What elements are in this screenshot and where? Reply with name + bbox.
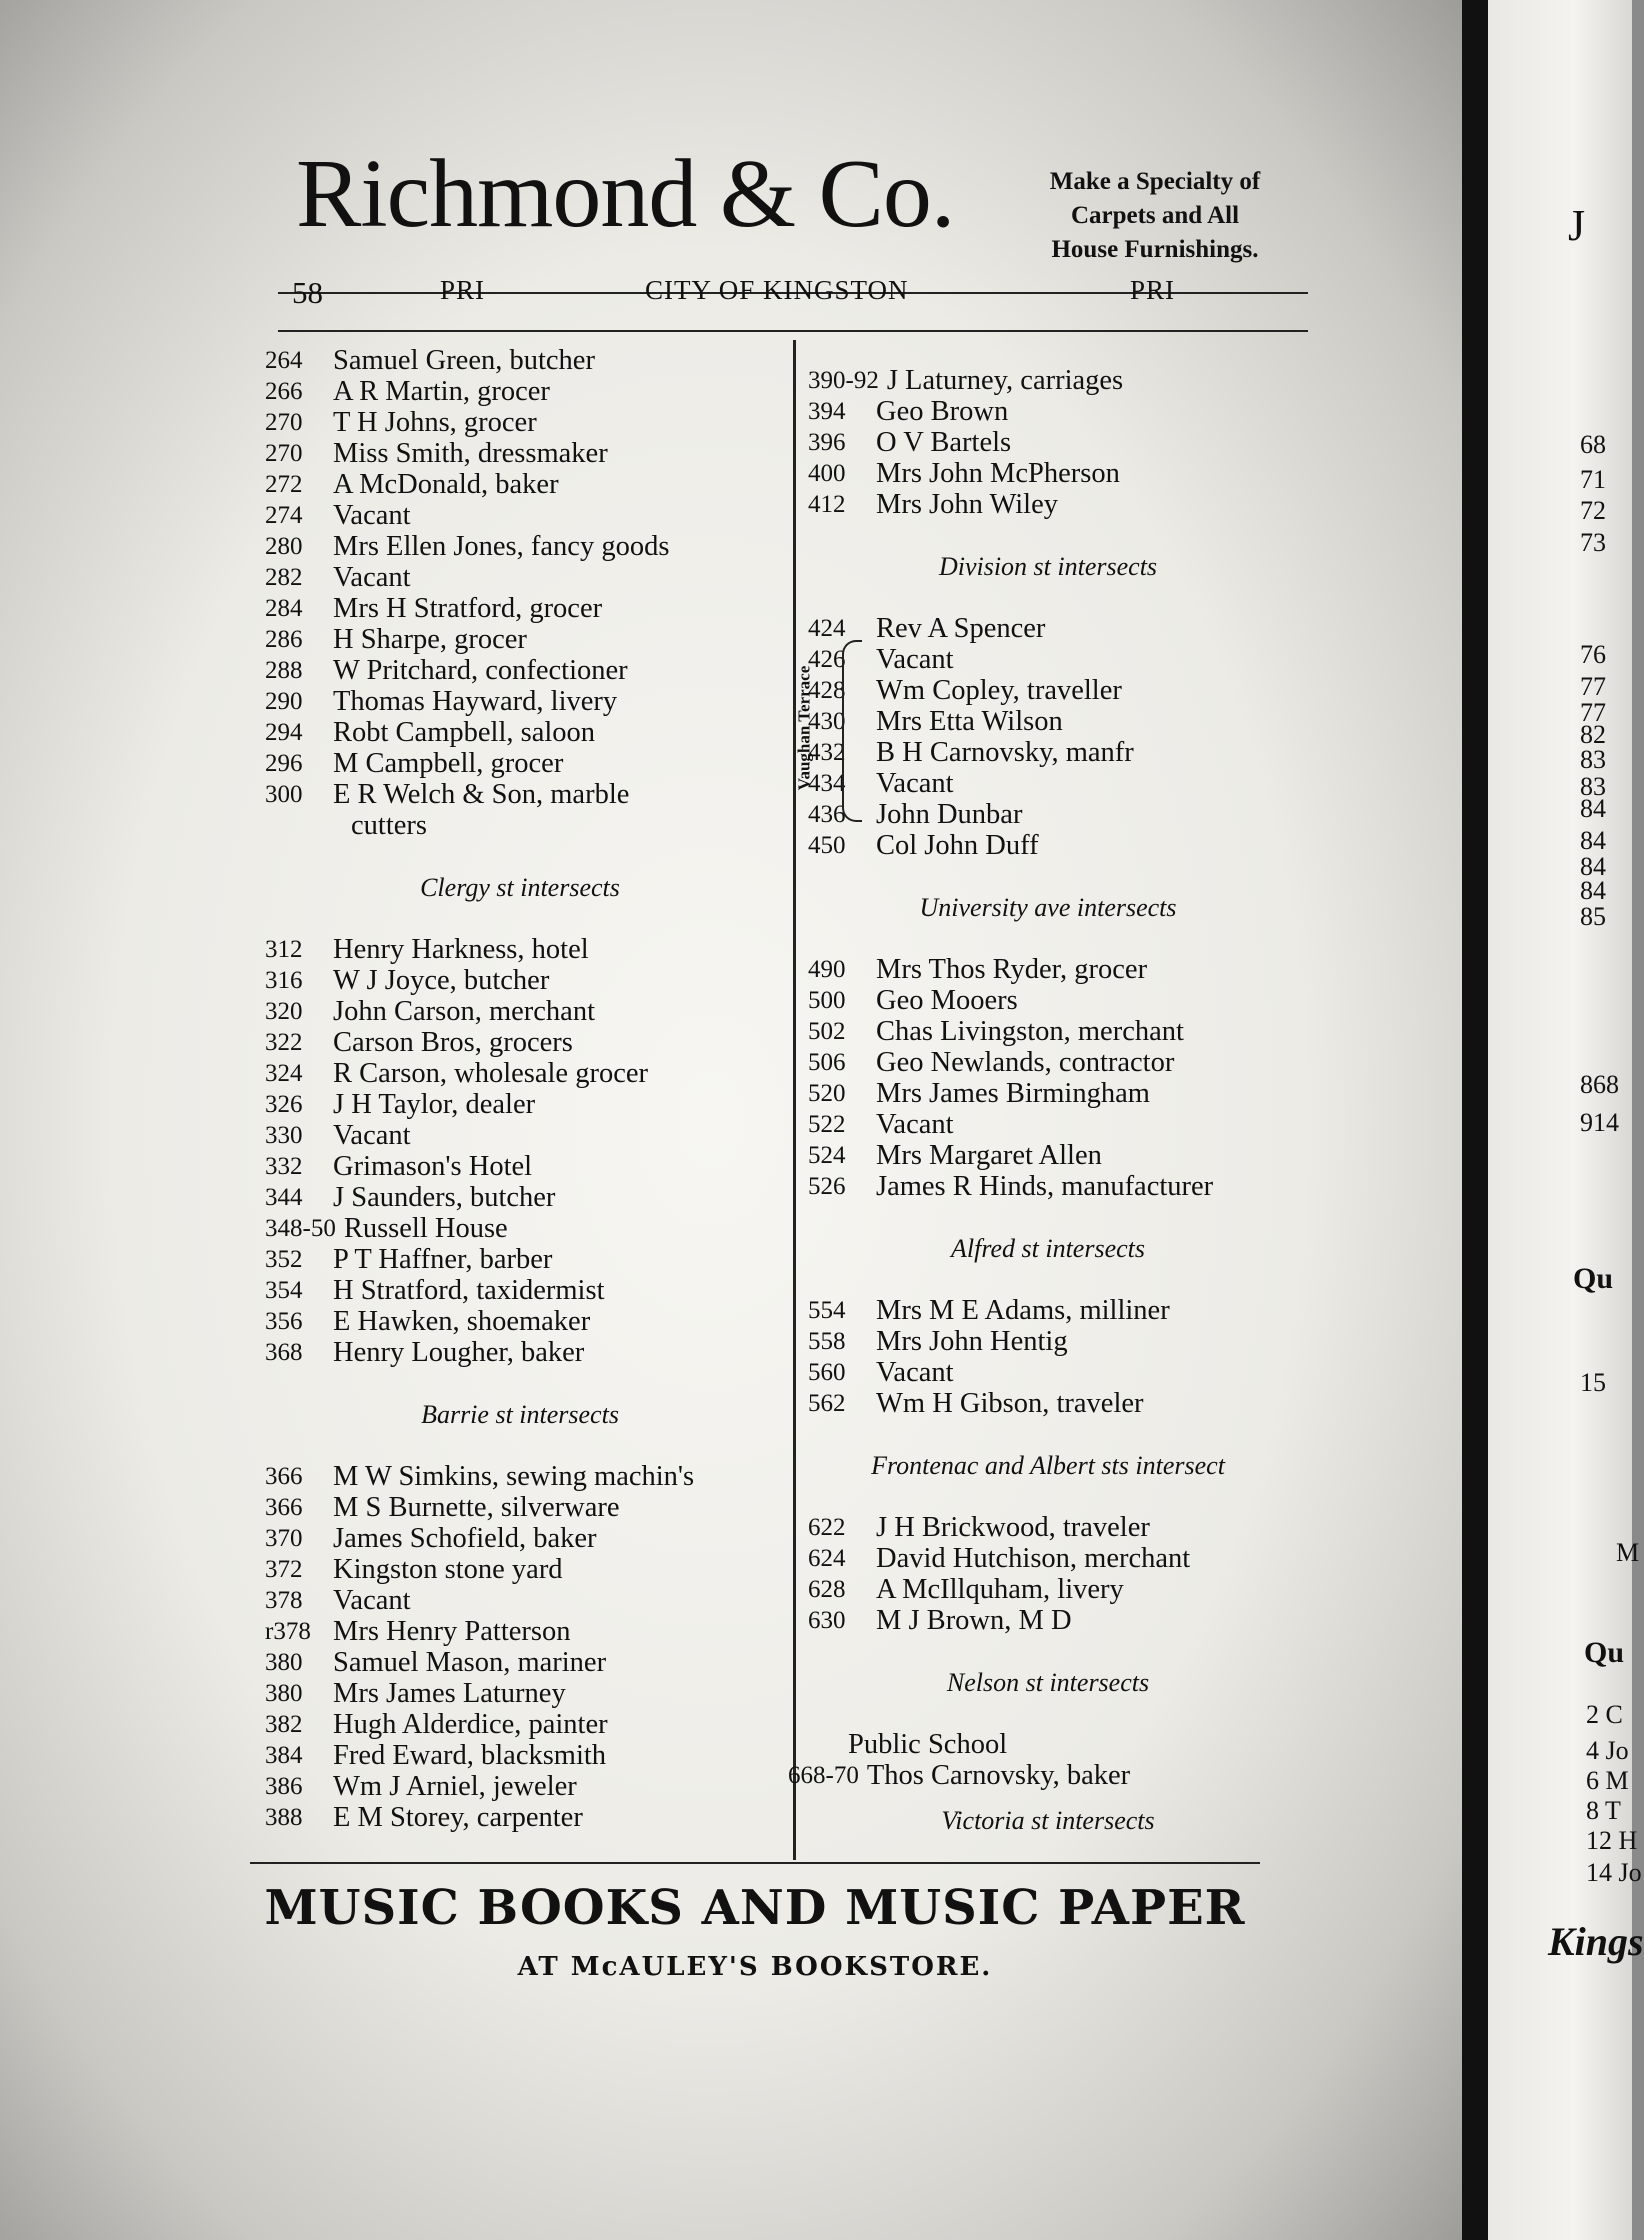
directory-entry: [265, 1802, 775, 1833]
directory-entry: [808, 458, 1288, 489]
occupant: Mrs M E Adams, milliner: [876, 1295, 1170, 1326]
occupant: Rev A Spencer: [876, 613, 1046, 644]
directory-entry: [808, 427, 1288, 458]
directory-entry: [265, 1027, 775, 1058]
adjacent-number: 68: [1580, 430, 1606, 459]
occupant: Mrs Ellen Jones, fancy goods: [333, 531, 670, 562]
directory-entry: [265, 1616, 775, 1647]
adjacent-number: 83: [1580, 745, 1606, 774]
intersection-alfred: Alfred st intersects: [950, 1234, 1145, 1263]
right-block-2: [808, 613, 1288, 861]
street-number: 326: [265, 1091, 303, 1118]
adjacent-entry: 14 Jo: [1586, 1858, 1642, 1887]
occupant: John Dunbar: [876, 799, 1023, 830]
occupant: Vacant: [333, 1585, 411, 1616]
directory-entry: [808, 1016, 1288, 1047]
street-number: 382: [265, 1711, 303, 1738]
directory-entry: [265, 717, 775, 748]
occupant: Mrs John Wiley: [876, 489, 1058, 520]
directory-entry: [808, 1109, 1288, 1140]
directory-entry: [265, 934, 775, 965]
occupant: John Carson, merchant: [333, 996, 595, 1027]
slogan-line: House Furnishings.: [1051, 236, 1259, 263]
street-number: 330: [265, 1122, 303, 1149]
occupant: Mrs John Hentig: [876, 1326, 1068, 1357]
adjacent-number: 71: [1580, 465, 1606, 494]
occupant: Henry Lougher, baker: [333, 1337, 585, 1368]
occupant: Fred Eward, blacksmith: [333, 1740, 607, 1771]
street-number: 316: [265, 967, 303, 994]
adjacent-entry: 12 H: [1586, 1826, 1638, 1855]
column-divider: [793, 340, 796, 1860]
occupant: J Laturney, carriages: [886, 365, 1124, 396]
occupant: E R Welch & Son, marble: [333, 779, 630, 810]
occupant: David Hutchison, merchant: [876, 1543, 1191, 1574]
street-number: 372: [265, 1556, 303, 1583]
directory-entry: [265, 531, 775, 562]
directory-entry: [265, 1058, 775, 1089]
directory-entry: [265, 1647, 775, 1678]
directory-entry: [808, 1512, 1288, 1543]
street-number: 368: [265, 1339, 303, 1366]
street-number: 522: [808, 1111, 846, 1138]
occupant: W J Joyce, butcher: [333, 965, 550, 996]
directory-entry: [265, 1554, 775, 1585]
occupant: M S Burnette, silverware: [333, 1492, 620, 1523]
slogan-line: Make a Specialty of: [1049, 168, 1261, 195]
street-number: 554: [808, 1297, 846, 1324]
street-number: 264: [265, 347, 303, 374]
intersection-university: University ave intersects: [919, 893, 1177, 922]
street-number: 524: [808, 1142, 846, 1169]
occupant: Col John Duff: [876, 830, 1039, 861]
occupant: Russell House: [343, 1213, 508, 1244]
occupant: A McIllquham, livery: [876, 1574, 1124, 1605]
occupant: Samuel Mason, mariner: [333, 1647, 607, 1678]
left-block-3: [265, 1461, 775, 1833]
adjacent-section-heading: Qu: [1573, 1262, 1614, 1295]
directory-entry: [265, 438, 775, 469]
adjacent-number: 76: [1580, 640, 1606, 669]
occupant: Geo Brown: [876, 396, 1009, 427]
directory-entry: [265, 996, 775, 1027]
advertiser-name: Richmond & Co.: [296, 140, 955, 248]
terrace-brace: [842, 640, 862, 822]
adjacent-header-fragment: J: [1568, 201, 1586, 250]
directory-entry: [808, 675, 1288, 706]
street-number: 282: [265, 564, 303, 591]
street-number: 286: [265, 626, 303, 653]
adjacent-entry: M: [1616, 1538, 1640, 1567]
directory-entry: [808, 489, 1288, 520]
occupant: W Pritchard, confectioner: [333, 655, 628, 686]
street-number: 520: [808, 1080, 846, 1107]
public-school-entry: Public School: [848, 1729, 1008, 1760]
intersection-victoria: Victoria st intersects: [941, 1806, 1155, 1835]
street-number: 622: [808, 1514, 846, 1541]
book-gutter: [1462, 0, 1488, 2240]
occupant: Grimason's Hotel: [333, 1151, 533, 1182]
street-number: 324: [265, 1060, 303, 1087]
directory-entry: [808, 644, 1288, 675]
directory-entry: [808, 1140, 1288, 1171]
street-code-left: PRI: [440, 275, 486, 305]
street-number: 428: [808, 677, 846, 704]
street-number: 500: [808, 987, 846, 1014]
intersection-clergy: Clergy st intersects: [420, 873, 620, 902]
directory-entry: [808, 830, 1288, 861]
street-number: 380: [265, 1680, 303, 1707]
adjacent-number: 85: [1580, 902, 1606, 931]
right-block-3: [808, 954, 1288, 1202]
street-number: 296: [265, 750, 303, 777]
street-number: 322: [265, 1029, 303, 1056]
occupant: M W Simkins, sewing machin's: [333, 1461, 695, 1492]
directory-entry: [265, 1244, 775, 1275]
right-block-5: [808, 1512, 1288, 1636]
street-number: 348-50: [265, 1215, 336, 1242]
street-number: 558: [808, 1328, 846, 1355]
street-number: 424: [808, 615, 846, 642]
street-number: 272: [265, 471, 303, 498]
directory-entry: [265, 1213, 775, 1244]
directory-entry: [808, 1078, 1288, 1109]
header-bottom-rule: [278, 330, 1308, 332]
occupant: Mrs Etta Wilson: [876, 706, 1063, 737]
occupant: Vacant: [333, 1120, 411, 1151]
intersection-division: Division st intersects: [938, 552, 1158, 581]
occupant: Mrs H Stratford, grocer: [333, 593, 603, 624]
directory-entry: [265, 779, 775, 810]
directory-entry: [265, 624, 775, 655]
directory-entry: [265, 345, 775, 376]
adjacent-number: 914: [1580, 1108, 1619, 1137]
occupant: Vacant: [333, 562, 411, 593]
adjacent-number: 84: [1580, 794, 1606, 823]
directory-entry: [808, 396, 1288, 427]
occupant: Hugh Alderdice, painter: [333, 1709, 608, 1740]
street-number: 668-70: [788, 1762, 859, 1789]
street-number: 562: [808, 1390, 846, 1417]
street-number: 426: [808, 646, 846, 673]
occupant: Robt Campbell, saloon: [333, 717, 596, 748]
street-number: 312: [265, 936, 303, 963]
occupant: J Saunders, butcher: [333, 1182, 556, 1213]
directory-entry: [265, 748, 775, 779]
directory-entry: [265, 469, 775, 500]
directory-entry: [265, 1678, 775, 1709]
adjacent-entry: 15: [1580, 1368, 1606, 1397]
occupant: Vacant: [876, 768, 954, 799]
street-number: 370: [265, 1525, 303, 1552]
directory-entry: [808, 954, 1288, 985]
occupant: J H Brickwood, traveler: [876, 1512, 1150, 1543]
directory-entry: [265, 1337, 775, 1368]
adjacent-number: 77: [1580, 698, 1606, 727]
occupant: Kingston stone yard: [333, 1554, 563, 1585]
occupant: A McDonald, baker: [333, 469, 559, 500]
street-number: 320: [265, 998, 303, 1025]
street-number: 288: [265, 657, 303, 684]
left-block-2: [265, 934, 775, 1368]
occupant: Geo Newlands, contractor: [876, 1047, 1175, 1078]
directory-entry: [808, 1388, 1288, 1419]
directory-entry: [265, 1089, 775, 1120]
directory-entry: [808, 706, 1288, 737]
adjacent-entry: 4 Jo: [1586, 1736, 1629, 1765]
occupant: Mrs Henry Patterson: [333, 1616, 571, 1647]
adjacent-number: 82: [1580, 720, 1606, 749]
occupant: B H Carnovsky, manfr: [876, 737, 1134, 768]
street-number: r378: [265, 1618, 311, 1645]
directory-entry: [265, 1740, 775, 1771]
occupant: Vacant: [333, 500, 411, 531]
street-number: 490: [808, 956, 846, 983]
intersection-nelson: Nelson st intersects: [946, 1668, 1150, 1697]
street-number: 430: [808, 708, 846, 735]
occupant: Thos Carnovsky, baker: [866, 1760, 1131, 1791]
directory-entry: [808, 1605, 1288, 1636]
street-number: 380: [265, 1649, 303, 1676]
occupant: Wm H Gibson, traveler: [876, 1388, 1144, 1419]
street-number: 630: [808, 1607, 846, 1634]
street-number: 386: [265, 1773, 303, 1800]
directory-entry: [265, 1585, 775, 1616]
street-number: 366: [265, 1494, 303, 1521]
directory-entry: [808, 613, 1288, 644]
directory-entry: [808, 365, 1288, 396]
directory-entry: [265, 1492, 775, 1523]
directory-entry: [265, 686, 775, 717]
street-number: 352: [265, 1246, 303, 1273]
street-number: 506: [808, 1049, 846, 1076]
occupant: Mrs James Birmingham: [876, 1078, 1150, 1109]
directory-entry: [808, 985, 1288, 1016]
city-heading: CITY OF KINGSTON: [645, 275, 909, 305]
directory-entry: [265, 1709, 775, 1740]
adjacent-number: 83: [1580, 772, 1606, 801]
street-number: 434: [808, 770, 846, 797]
street-number: 384: [265, 1742, 303, 1769]
occupant: Miss Smith, dressmaker: [333, 438, 608, 469]
adjacent-entry: 2 C: [1586, 1700, 1623, 1729]
occupant: Geo Mooers: [876, 985, 1018, 1016]
street-number: 366: [265, 1463, 303, 1490]
adjacent-number: 868: [1580, 1070, 1619, 1099]
adjacent-number: 84: [1580, 826, 1606, 855]
street-number: 356: [265, 1308, 303, 1335]
directory-entry: [808, 1171, 1288, 1202]
directory-entry: [808, 1295, 1288, 1326]
directory-entry: [808, 799, 1288, 830]
occupant: H Stratford, taxidermist: [333, 1275, 605, 1306]
street-number: 332: [265, 1153, 303, 1180]
street-number: 344: [265, 1184, 303, 1211]
street-number: 436: [808, 801, 846, 828]
occupant: J H Taylor, dealer: [333, 1089, 536, 1120]
street-code-right: PRI: [1130, 275, 1176, 305]
right-block-1: [808, 365, 1288, 520]
street-number: 502: [808, 1018, 846, 1045]
occupant: James Schofield, baker: [333, 1523, 597, 1554]
occupant: E Hawken, shoemaker: [333, 1306, 591, 1337]
occupant: Wm Copley, traveller: [876, 675, 1122, 706]
street-number: 280: [265, 533, 303, 560]
street-number: 270: [265, 440, 303, 467]
occupant: Thomas Hayward, livery: [333, 686, 618, 717]
street-number: 266: [265, 378, 303, 405]
occupant: Henry Harkness, hotel: [333, 934, 589, 965]
street-number: 290: [265, 688, 303, 715]
occupant: Mrs Thos Ryder, grocer: [876, 954, 1148, 985]
adjacent-number: 72: [1580, 496, 1606, 525]
street-number: 560: [808, 1359, 846, 1386]
directory-entry: [265, 965, 775, 996]
directory-entry: [808, 1326, 1288, 1357]
adjacent-footer-fragment: Kings: [1548, 1919, 1644, 1964]
occupant: Mrs James Laturney: [333, 1678, 566, 1709]
street-number: 270: [265, 409, 303, 436]
right-block-6: [788, 1760, 1288, 1791]
directory-entry: [788, 1760, 1288, 1791]
directory-entry: [808, 1047, 1288, 1078]
directory-entry: [265, 593, 775, 624]
occupant: Mrs Margaret Allen: [876, 1140, 1102, 1171]
directory-entry: [808, 1574, 1288, 1605]
directory-entry: [265, 562, 775, 593]
directory-entry: [265, 1771, 775, 1802]
directory-entry: [265, 1523, 775, 1554]
occupant: Mrs John McPherson: [876, 458, 1120, 489]
intersection-barrie: Barrie st intersects: [421, 1400, 619, 1429]
street-number: 412: [808, 491, 846, 518]
page-number: 58: [292, 275, 323, 310]
street-number: 400: [808, 460, 846, 487]
right-block-4: [808, 1295, 1288, 1419]
directory-entry: [265, 500, 775, 531]
street-number: 396: [808, 429, 846, 456]
occupant: Wm J Arniel, jeweler: [333, 1771, 577, 1802]
directory-entry: [808, 1357, 1288, 1388]
adjacent-section-heading: Qu: [1584, 1636, 1625, 1669]
directory-entry: [265, 1275, 775, 1306]
street-number: 394: [808, 398, 846, 425]
adjacent-entry: 8 T: [1586, 1796, 1621, 1825]
directory-entry: [265, 1120, 775, 1151]
adjacent-entry: 6 M: [1586, 1766, 1629, 1795]
street-number: 624: [808, 1545, 846, 1572]
directory-entry: [265, 655, 775, 686]
occupant: Samuel Green, butcher: [333, 345, 595, 376]
occupant: P T Haffner, barber: [333, 1244, 553, 1275]
street-number: 628: [808, 1576, 846, 1603]
occupant: M J Brown, M D: [876, 1605, 1072, 1636]
directory-entry: [265, 1306, 775, 1337]
occupant: Vacant: [876, 1109, 954, 1140]
occupant: Vacant: [876, 644, 954, 675]
street-number: 300: [265, 781, 303, 808]
intersection-frontenac-albert: Frontenac and Albert sts intersect: [871, 1451, 1225, 1480]
directory-entry: [265, 1182, 775, 1213]
left-column: [265, 345, 775, 1833]
occupant: O V Bartels: [876, 427, 1012, 458]
street-number: 432: [808, 739, 846, 766]
directory-entry: [808, 1543, 1288, 1574]
occupant: Carson Bros, grocers: [333, 1027, 573, 1058]
street-number: 378: [265, 1587, 303, 1614]
slogan-line: Carpets and All: [1070, 202, 1240, 229]
footer-advertisement: MUSIC BOOKS AND MUSIC PAPER: [264, 1880, 1246, 1936]
adjacent-number: 84: [1580, 852, 1606, 881]
directory-entry: [808, 768, 1288, 799]
occupant: A R Martin, grocer: [333, 376, 550, 407]
directory-entry: [265, 1461, 775, 1492]
directory-entry: [265, 1151, 775, 1182]
occupant: M Campbell, grocer: [333, 748, 564, 779]
street-number: 390-92: [808, 367, 879, 394]
adjacent-number: 73: [1580, 528, 1606, 557]
street-number: 274: [265, 502, 303, 529]
street-number: 388: [265, 1804, 303, 1831]
occupant: Chas Livingston, merchant: [876, 1016, 1184, 1047]
street-number: 450: [808, 832, 846, 859]
directory-entry: [265, 376, 775, 407]
terrace-label: Vaughan Terrace: [794, 665, 814, 791]
adjacent-number: 77: [1580, 672, 1606, 701]
directory-entry: [265, 407, 775, 438]
occupant: Vacant: [876, 1357, 954, 1388]
left-block-1: [265, 345, 775, 810]
footer-advertisement-sub: AT McAULEY'S BOOKSTORE.: [517, 1952, 993, 1982]
advertiser-slogan: [985, 165, 1325, 267]
occupant: T H Johns, grocer: [333, 407, 537, 438]
occupant: H Sharpe, grocer: [333, 624, 527, 655]
adjacent-number: 84: [1580, 876, 1606, 905]
adjacent-page-fragment: [1488, 0, 1644, 2240]
street-number: 526: [808, 1173, 846, 1200]
directory-entry: [808, 737, 1288, 768]
street-number: 284: [265, 595, 303, 622]
street-number: 354: [265, 1277, 303, 1304]
occupant: R Carson, wholesale grocer: [333, 1058, 648, 1089]
street-number: 294: [265, 719, 303, 746]
footer-rule: [250, 1862, 1260, 1864]
occupant: James R Hinds, manufacturer: [876, 1171, 1214, 1202]
occupant: E M Storey, carpenter: [333, 1802, 583, 1833]
entry-continuation: cutters: [351, 810, 427, 841]
